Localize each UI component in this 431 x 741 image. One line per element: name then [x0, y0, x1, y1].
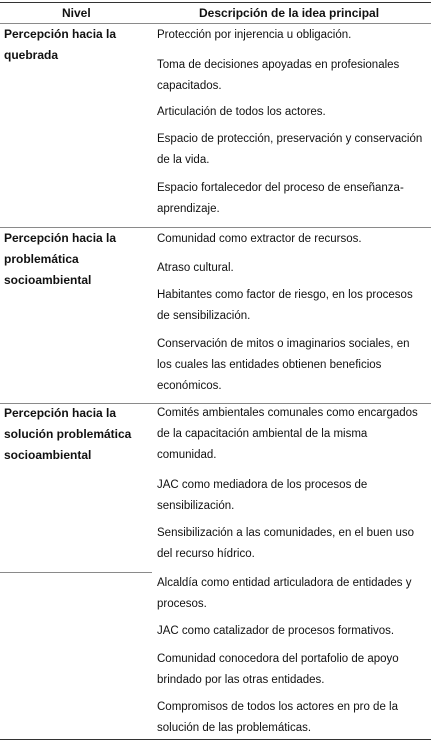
description-item: JAC como catalizador de procesos formativos.	[157, 625, 395, 637]
description-item: Articulación de todos los actores.	[157, 106, 326, 118]
table-bottom-rule	[0, 739, 431, 740]
description-item: Toma de decisiones apoyadas en profesionales capacitados.	[157, 59, 400, 92]
column-header-descripcion: Descripción de la idea principal	[199, 6, 380, 20]
description-item: Espacio de protección, preservación y conservación de la vida.	[157, 133, 423, 166]
description-item: Sensibilización a las comunidades, en el buen uso del recurso hídrico.	[157, 527, 414, 560]
level-problematica: Percepción hacia la problemática socioambiental	[4, 231, 117, 287]
table-top-rule	[0, 2, 431, 3]
description-item: Comités ambientales comunales como encargados de la capacitación ambiental de la misma comunidad.	[157, 407, 418, 461]
partial-divider	[0, 572, 152, 573]
description-item: Comunidad conocedora del portafolio de apoyo brindado por las otras entidades.	[157, 653, 399, 686]
description-item: Conservación de mitos o imaginarios sociales, en los cuales las entidades obtienen beneficios económicos.	[157, 338, 410, 392]
description-item: Atraso cultural.	[157, 262, 234, 274]
description-item: Protección por injerencia u obligación.	[157, 29, 352, 41]
column-header-nivel: Nivel	[62, 6, 91, 20]
level-solucion: Percepción hacia la solución problemática socioambiental	[4, 406, 132, 462]
description-item: Habitantes como factor de riesgo, en los procesos de sensibilización.	[157, 289, 413, 322]
description-item: Alcaldía como entidad articuladora de entidades y procesos.	[157, 577, 412, 610]
description-item: Comunidad como extractor de recursos.	[157, 233, 362, 245]
description-item: JAC como mediadora de los procesos de sensibilización.	[157, 479, 368, 512]
description-item: Compromisos de todos los actores en pro de la solución de las problemáticas.	[157, 701, 398, 734]
level-quebrada: Percepción hacia la quebrada	[4, 27, 117, 62]
description-item: Espacio fortalecedor del proceso de enseñanza-aprendizaje.	[157, 182, 404, 215]
